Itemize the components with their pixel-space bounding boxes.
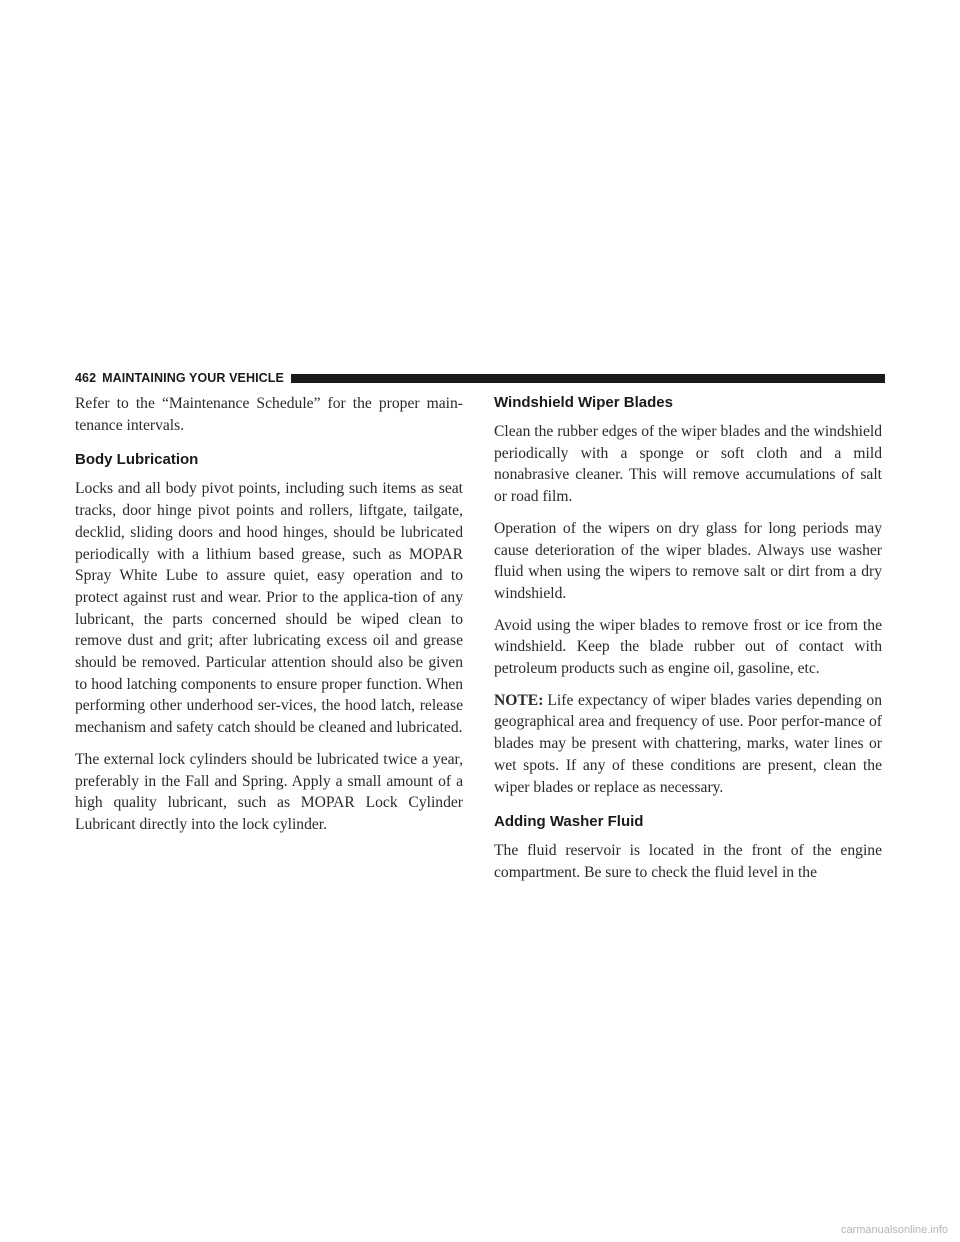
watermark-text: carmanualsonline.info	[840, 1224, 948, 1236]
section-title: MAINTAINING YOUR VEHICLE	[102, 371, 284, 385]
wiper-note	[494, 690, 882, 799]
body-lubrication-paragraph-1: Locks and all body pivot points, including such items as seat tracks, door hinge pivot points and rollers, liftgate, tailgate, decklid, sliding doors and hood hinges, should be lubricated periodically with a lithium based grease, such as MOPAR Spray White Lube to assure quiet, easy operation and to protect against rust and wear. Prior to the applica-tion of any lubricant, the parts concerned should be wiped clean to remove dust and grit; after lubricating excess oil and grease should be removed. Particular attention should also be given to hood latching components to ensure proper function. When performing other underhood ser-vices, the hood latch, release mechanism and safety catch should be cleaned and lubricated.	[75, 480, 463, 737]
body-lubrication-paragraph-2: The external lock cylinders should be lubricated twice a year, preferably in the Fall and Spring. Apply a small amount of a high quality lubricant, such as MOPAR Lock Cylinder Lubricant directly into the lock cylinder.	[75, 750, 463, 833]
wiper-paragraph-1: Clean the rubber edges of the wiper blades and the windshield periodically with a sponge or soft cloth and a mild nonabrasive cleaner. This will remove accumulations of salt or road film.	[494, 423, 882, 506]
heading-adding-washer-fluid: Adding Washer Fluid	[494, 813, 644, 831]
note-text: Life expectancy of wiper blades varies depending on geographical area and frequency of use. Poor perfor-mance of blades may be present with chattering, marks, water lines or wet spots. If any of these conditions are present, clean the wiper blades or replace as necessary.	[494, 691, 882, 796]
header-rule	[291, 374, 885, 383]
left-column	[75, 393, 463, 846]
washer-fluid-paragraph-1: The fluid reservoir is located in the front of the engine compartment. Be sure to check the fluid level in the	[494, 842, 882, 881]
heading-windshield-wiper-blades: Windshield Wiper Blades	[494, 394, 673, 411]
page-number: 462	[75, 371, 97, 385]
right-column	[494, 393, 882, 894]
wiper-paragraph-3: Avoid using the wiper blades to remove frost or ice from the windshield. Keep the blade rubber out of contact with petroleum products such as engine oil, gasoline, etc.	[494, 616, 882, 678]
running-header	[75, 370, 885, 386]
wiper-paragraph-2: Operation of the wipers on dry glass for long periods may cause deterioration of the wiper blades. Always use washer fluid when using the wipers to remove salt or dirt from a dry windshield.	[494, 519, 882, 602]
note-label: NOTE:	[494, 691, 544, 709]
heading-body-lubrication: Body Lubrication	[75, 451, 199, 469]
intro-paragraph: Refer to the “Maintenance Schedule” for the proper main-tenance intervals.	[75, 395, 463, 434]
